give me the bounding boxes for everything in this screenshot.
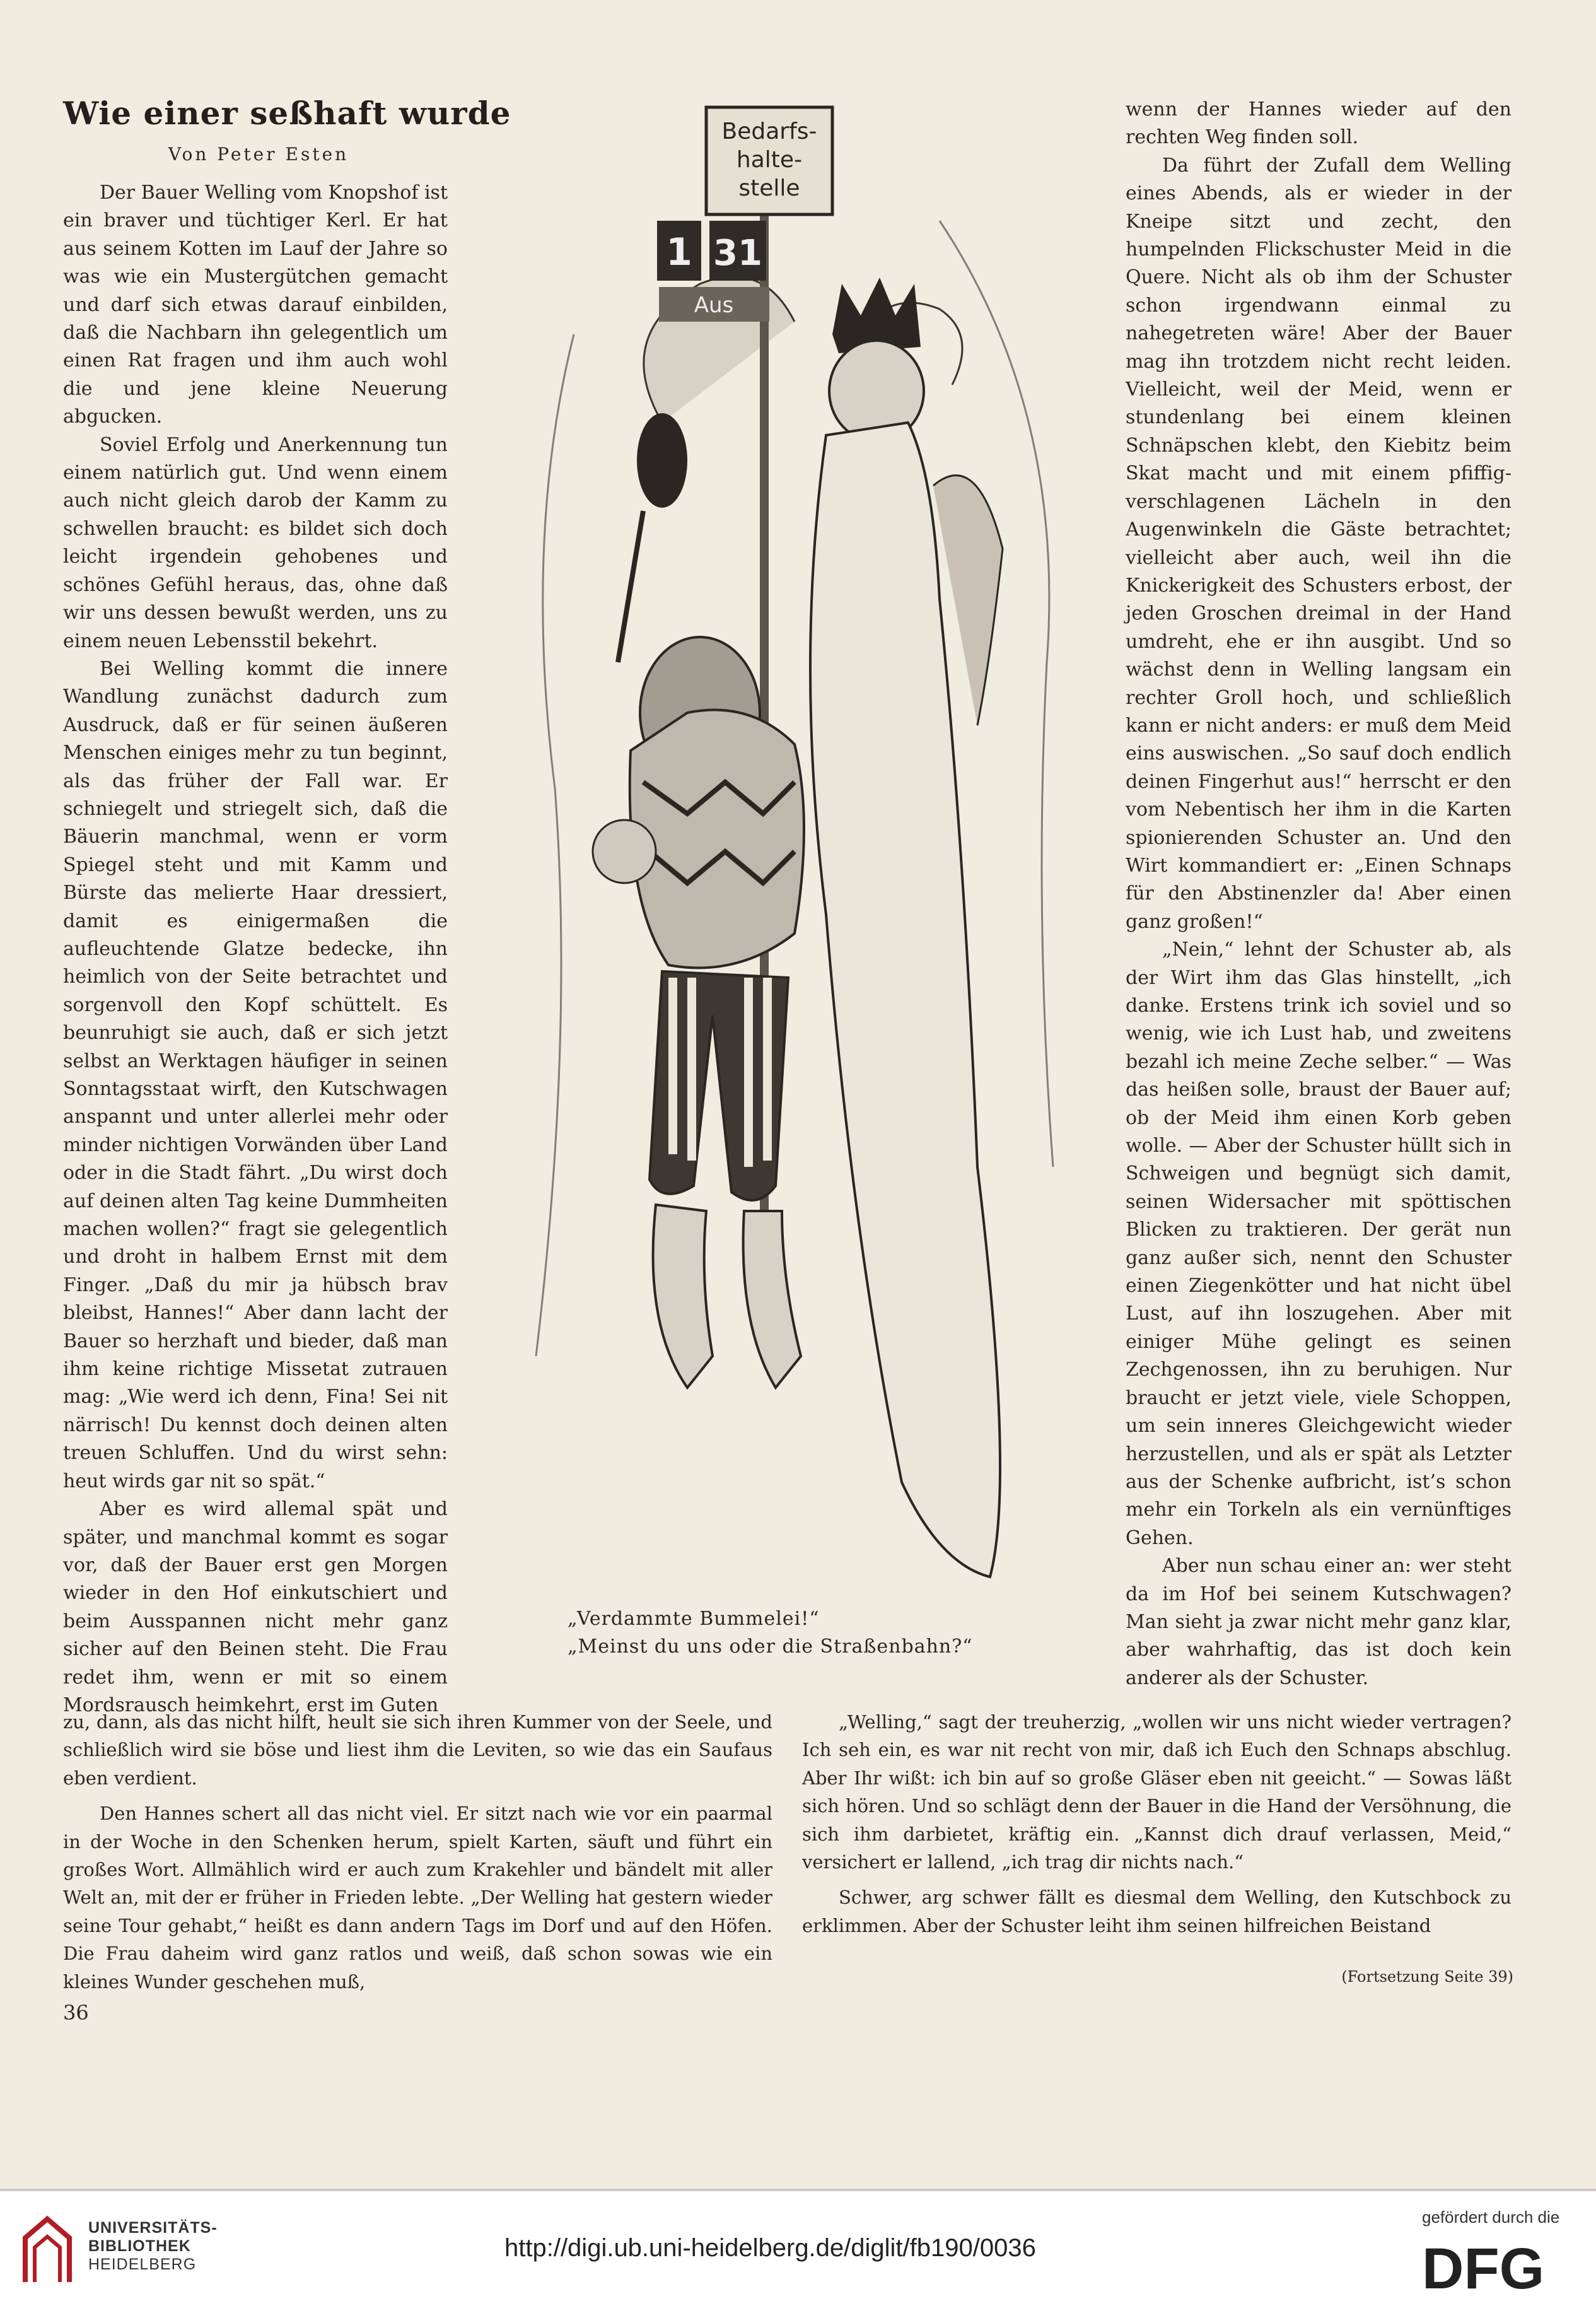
paragraph: Der Bauer Welling vom Knopshof ist ein braver und tüchtiger Kerl. Er hat aus seinem Kotten im Lauf der Jahre so was wie ein Mustergütchen gemacht und darf sich etwas darauf einbilden, daß die Nachbarn ihn gelegentlich um einen Rat fragen und ihm auch wohl die und jene kleine Neuerung abgucken. <box>63 182 448 428</box>
paragraph: Aber nun schau einer an: wer steht da im Hof bei seinem Kutschwagen? Man sieht ja zwar nicht mehr ganz klar, aber wahrhaftig, das ist doch kein anderer als der Schuster. <box>1126 1555 1512 1689</box>
institution-line: BIBLIOTHEK <box>88 2237 191 2255</box>
source-url-link[interactable]: http://digi.ub.uni-heidelberg.de/diglit/fb190/0036 <box>504 2234 1036 2262</box>
sign-number-right: 31 <box>713 233 762 274</box>
paragraph: Den Hannes schert all das nicht viel. Er sitzt nach wie vor ein paarmal in der Woche in den Schenken herum, spielt Karten, säuft und führt ein großes Wort. Allmählich wird er auch zum Krakehler und bändelt mit aller Welt an, mit der er früher in Frieden lebte. „Der Welling hat gestern wieder seine Tour gehabt,“ heißt es dann andern Tags im Dorf und auf den Höfen. Die Frau daheim wird ganz ratlos und weiß, daß schon sowas wie ein kleines Wunder geschehen muß, <box>63 1803 772 1993</box>
institution-line: HEIDELBERG <box>88 2256 197 2273</box>
right-text-column <box>1126 96 1512 1692</box>
sign-text-line: stelle <box>738 175 800 201</box>
left-text-column <box>63 179 448 1719</box>
paragraph: Schwer, arg schwer fällt es diesmal dem Welling, den Kutschbock zu erklimmen. Aber der Schuster leiht ihm seinen hilfreichen Beistand <box>802 1887 1512 1936</box>
paragraph: „Welling,“ sagt der treuherzig, „wollen wir uns nicht wieder vertragen? Ich seh ein, es war nit recht von mir, daß ich Euch den Schnaps abschlug. Aber Ihr wißt: ich bin auf so große Gläser eben nit geeicht.“ — Sowas läßt sich hören. Und so schlägt denn der Bauer in die Hand der Versöhnung, die sich ihm darbietet, kräftig ein. „Kannst dich drauf verlassen, Meid,“ versichert er lallend, „ich trag dir nichts nach.“ <box>802 1711 1512 1873</box>
racket-head <box>637 413 687 508</box>
funded-by-label: gefördert durch die <box>1422 2208 1560 2227</box>
caption-line: „Verdammte Bummelei!“ <box>568 1608 820 1630</box>
paragraph: Da führt der Zufall dem Welling eines Abends, als er wieder in der Kneipe sitzt und zecht, den humpelnden Flickschuster Meid in die Quere. Nicht als ob ihm der Schuster schon irgendwann einmal zu nahegetreten wäre! Aber der Bauer mag ihn trotzdem nicht recht leiden. Vielleicht, weil der Meid, wenn er stundenlang bei einem kleinen Schnäpschen klebt, den Kiebitz beim Skat macht und mit einem pfiffig-verschlagenen Lächeln in den Augenwinkeln die Gäste betrachtet; vielleicht aber auch, weil ihn die Knickerigkeit des Schusters erbost, der jeden Groschen dreimal in der Hand umdreht, ehe er ihn ausgibt. Und so wächst denn in Welling langsam ein rechter Groll hoch, und schließlich kann er nicht anders: er muß dem Meid eins auswischen. „So sauf doch endlich deinen Fingerhut aus!“ herrscht er den vom Nebentisch her ihm in die Karten spionierenden Schuster an. Und den Wirt kommandiert er: „Einen Schnaps für den Abstinenzler da! Aber einen ganz großen!“ <box>1126 154 1512 933</box>
bottom-right-text <box>802 1708 1512 1940</box>
institution-name <box>88 2219 218 2274</box>
institution-line: UNIVERSITÄTS- <box>88 2219 218 2237</box>
cartoon-illustration <box>498 95 1097 1602</box>
paragraph: Aber es wird allemal spät und später, und manchmal kommt es sogar vor, daß der Bauer erst gen Morgen wieder in den Hof einkutschiert und beim Ausspannen nicht mehr ganz sicher auf den Beinen steht. Die Frau redet ihm, wenn er mit so einem Mordsrausch heimkehrt, erst im Guten <box>63 1498 448 1716</box>
paragraph: Bei Welling kommt die innere Wandlung zunächst dadurch zum Ausdruck, daß er für seinen äußeren Menschen einiges mehr zu tun beginnt, als das früher der Fall war. Er schniegelt und striegelt sich, daß die Bäuerin manchmal, wenn er vorm Spiegel steht und mit Kamm und Bürste das melierte Haar dressiert, damit es einigermaßen die aufleuchtende Glatze bedecke, ihn heimlich von der Seite betrachtet und sorgenvoll den Kopf schüttelt. Es beunruhigt sie auch, daß er sich jetzt selbst an Werktagen häufiger in seinen Sonntagsstaat wirft, den Kutschwagen anspannt und unter allerlei mehr oder minder nichtigen Vorwänden über Land oder in die Stadt fährt. „Du wirst doch auf deinen alten Tag keine Dummheiten machen wollen?“ fragt sie gelegentlich und droht in halbem Ernst mit dem Finger. „Daß du mir ja hübsch brav bleibst, Hannes!“ Aber dann lacht der Bauer so herzhaft und bieder, daß man ihm keine richtige Missetat zutrauen mag: „Wie werd ich denn, Fina! Sei nit närrisch! Du kennst doch deinen alten treuen Schluffen. Und du wirst sehn: heut wirds gar nit so spät.“ <box>63 657 448 1492</box>
short-figure <box>593 413 804 1388</box>
article-title: Wie einer seßhaft wurde <box>63 95 511 132</box>
paragraph: „Nein,“ lehnt der Schuster ab, als der Wirt ihm das Glas hinstellt, „ich danke. Erstens trink ich soviel und so wenig, wie ich Lust hab, und zweitens bezahl ich meine Zeche selber.“ — Was das heißen solle, braust der Bauer auf; ob der Meid ihm einen Korb geben wolle. — Aber der Schuster hüllt sich in Schweigen und begnügt sich damit, seinen Widersacher mit spöttischen Blicken zu traktieren. Der gerät nun ganz außer sich, nennt den Schuster einen Ziegenkötter und hat nicht übel Lust, auf ihn loszugehen. Aber mit einiger Mühe gelingt es seinen Zechgenossen, ihn zu beruhigen. Nur braucht er jetzt viele, viele Schoppen, um sein inneres Gleichgewicht wieder herzustellen, und als er spät als Letzter aus der Schenke aufbricht, ist’s schon mehr ein Torkeln als ein vernünftiges Gehen. <box>1126 939 1512 1549</box>
paragraph: wenn der Hannes wieder auf den rechten Weg finden soll. <box>1126 98 1512 149</box>
sign-small-text: Aus <box>694 293 734 318</box>
paragraph: zu, dann, als das nicht hilft, heult sie sich ihren Kummer von der Seele, und schließlich wird sie böse und liest ihm die Leviten, so wie das ein Saufaus eben verdient. <box>63 1711 772 1789</box>
ball <box>593 820 656 883</box>
caption-line: „Meinst du uns oder die Straßenbahn?“ <box>568 1636 973 1658</box>
paragraph: Soviel Erfolg und Anerkennung tun einem natürlich gut. Und wenn einem auch nicht gleich darob der Kamm zu schwellen braucht: es bildet sich doch leicht irgendein gehobenes und schönes Gefühl heraus, das, ohne daß wir uns dessen bewußt werden, uns zu einem neuen Lebensstil bekehrt. <box>63 433 448 652</box>
sign-text-line: Bedarfs- <box>721 119 817 144</box>
article-byline: Von Peter Esten <box>168 144 349 165</box>
bottom-left-text <box>63 1708 772 1996</box>
funder-logo-text: DFG <box>1422 2239 1545 2296</box>
university-logo-icon <box>19 2213 76 2288</box>
funder-logo <box>1422 2239 1573 2296</box>
page-number: 36 <box>63 2001 89 2025</box>
sign-number-left: 1 <box>666 230 692 274</box>
footer-bar <box>0 2189 1596 2306</box>
continuation-note: (Fortsetzung Seite 39) <box>1341 1968 1513 1986</box>
sign-text-line: halte- <box>736 147 803 173</box>
footer-divider <box>0 2189 1596 2191</box>
illustration-caption <box>568 1605 1047 1661</box>
tall-figure <box>810 278 1003 1577</box>
